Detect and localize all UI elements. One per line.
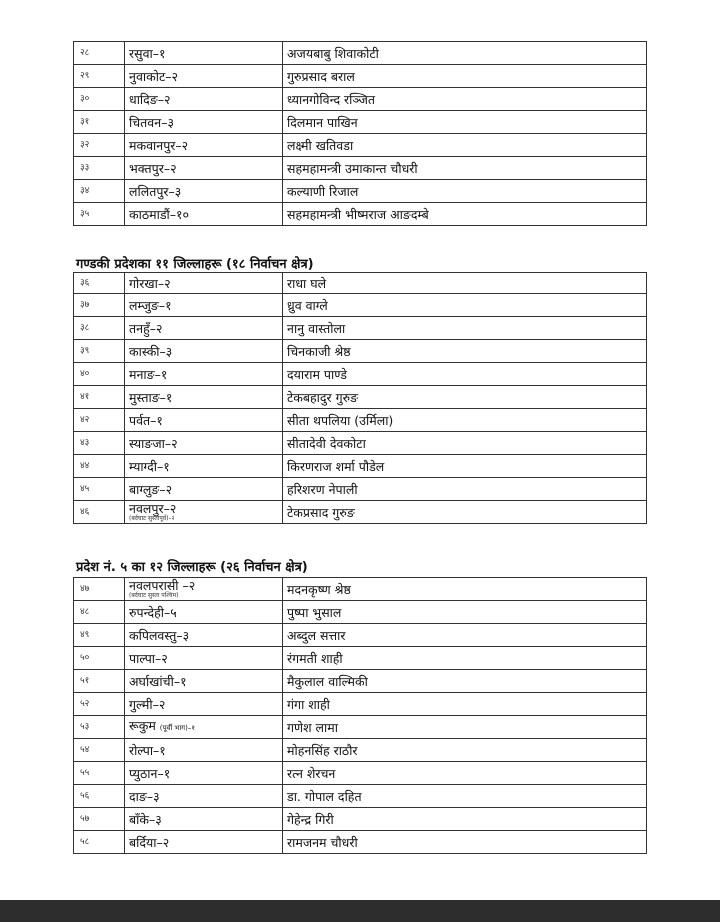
table-row <box>74 134 647 157</box>
table-row <box>74 340 647 363</box>
constituency-name: नवलपुर–२ <box>129 501 177 516</box>
candidate-name: सहमहामन्त्री उमाकान्त चौधरी <box>283 157 647 180</box>
constituency-name: लम्जुङ–१ <box>125 294 283 317</box>
row-number: २८ <box>74 42 125 65</box>
constituency-name: रसुवा–१ <box>125 42 283 65</box>
constituency-cell <box>125 578 283 601</box>
candidate-name: टेकप्रसाद गुरुङ <box>283 501 647 524</box>
row-number: ३८ <box>74 317 125 340</box>
table-row <box>74 455 647 478</box>
row-number: ४४ <box>74 455 125 478</box>
candidate-name: मदनकृष्ण श्रेष्ठ <box>283 578 647 601</box>
row-number: ३६ <box>74 273 125 294</box>
row-number: ४६ <box>74 501 125 524</box>
constituency-name: गोरखा–२ <box>125 273 283 294</box>
table-row <box>74 409 647 432</box>
table-row <box>74 762 647 785</box>
candidate-name: अजयबाबु शिवाकोटी <box>283 42 647 65</box>
row-number: ४५ <box>74 478 125 501</box>
table-row <box>74 670 647 693</box>
candidate-name: ध्रुव वाग्ले <box>283 294 647 317</box>
constituency-name: गुल्मी–२ <box>125 693 283 716</box>
constituency-name: भक्तपुर–२ <box>125 157 283 180</box>
table-row <box>74 203 647 226</box>
table-row <box>74 808 647 831</box>
table-row <box>74 578 647 601</box>
row-number: ४३ <box>74 432 125 455</box>
row-number: ५१ <box>74 670 125 693</box>
row-number: ४८ <box>74 601 125 624</box>
row-number: ३९ <box>74 340 125 363</box>
candidate-name: सहमहामन्त्री भीष्मराज आङदम्बे <box>283 203 647 226</box>
row-number: ४० <box>74 363 125 386</box>
constituency-name: प्युठान–१ <box>125 762 283 785</box>
row-number: ५७ <box>74 808 125 831</box>
candidate-name: रंगमती शाही <box>283 647 647 670</box>
candidate-name: डा. गोपाल दहित <box>283 785 647 808</box>
row-number: ४२ <box>74 409 125 432</box>
table-row <box>74 501 647 524</box>
row-number: ५० <box>74 647 125 670</box>
candidate-name: रामजनम चौधरी <box>283 831 647 854</box>
candidate-name: दयाराम पाण्डे <box>283 363 647 386</box>
row-number: ३१ <box>74 111 125 134</box>
table-row <box>74 294 647 317</box>
row-number: ५४ <box>74 739 125 762</box>
constituency-note: (बर्दघाट सुस्तापूर्व)–२ <box>129 515 175 522</box>
row-number: ३० <box>74 88 125 111</box>
row-number: ३७ <box>74 294 125 317</box>
row-number: ३२ <box>74 134 125 157</box>
candidate-name: टेकबहादुर गुरुङ <box>283 386 647 409</box>
candidate-name: किरणराज शर्मा पौडेल <box>283 455 647 478</box>
constituency-table-province-5 <box>73 577 647 854</box>
table-row <box>74 180 647 203</box>
candidate-name: गुरुप्रसाद बराल <box>283 65 647 88</box>
table-row <box>74 88 647 111</box>
row-number: २९ <box>74 65 125 88</box>
candidate-name: मैकुलाल वाल्मिकी <box>283 670 647 693</box>
table-row <box>74 624 647 647</box>
table-row <box>74 601 647 624</box>
table-row <box>74 111 647 134</box>
constituency-name: धादिङ–२ <box>125 88 283 111</box>
page-bottom-edge <box>0 900 720 922</box>
constituency-name: बाँके–३ <box>125 808 283 831</box>
table-row <box>74 65 647 88</box>
table-row <box>74 42 647 65</box>
constituency-name: मनाङ–१ <box>125 363 283 386</box>
constituency-name: रूकुम <box>129 718 156 733</box>
constituency-table-gandaki <box>73 272 647 524</box>
constituency-name: अर्घाखांची–१ <box>125 670 283 693</box>
table-row <box>74 478 647 501</box>
candidate-name: दिलमान पाखिन <box>283 111 647 134</box>
candidate-name: हरिशरण नेपाली <box>283 478 647 501</box>
candidate-name: राधा घले <box>283 273 647 294</box>
constituency-note: (बर्दघाट सुस्ता पश्चिम) <box>129 592 179 599</box>
constituency-name: नवलपरासी –२ <box>129 578 196 593</box>
constituency-cell <box>125 501 283 524</box>
section-heading-province-5: प्रदेश नं. ५ का १२ जिल्लाहरू (२६ निर्वाचन क्षेत्र) <box>76 560 308 575</box>
constituency-name: कपिलवस्तु–३ <box>125 624 283 647</box>
constituency-name: काठमाडौं–१० <box>125 203 283 226</box>
table-row <box>74 831 647 854</box>
constituency-name: स्याङजा–२ <box>125 432 283 455</box>
candidate-name: सीतादेवी देवकोटा <box>283 432 647 455</box>
section-heading-gandaki: गण्डकी प्रदेशका ११ जिल्लाहरू (१८ निर्वाचन क्षेत्र) <box>76 257 314 272</box>
row-number: ४७ <box>74 578 125 601</box>
table-row <box>74 386 647 409</box>
candidate-name: गंगा शाही <box>283 693 647 716</box>
constituency-name: पर्वत–१ <box>125 409 283 432</box>
row-number: ५२ <box>74 693 125 716</box>
constituency-name: दाङ–३ <box>125 785 283 808</box>
constituency-name: ललितपुर–३ <box>125 180 283 203</box>
row-number: ३४ <box>74 180 125 203</box>
candidate-name: नानु वास्तोला <box>283 317 647 340</box>
table-row <box>74 273 647 294</box>
row-number: ५८ <box>74 831 125 854</box>
constituency-note: (पूर्वी भाग)–१ <box>159 724 195 732</box>
table-row <box>74 317 647 340</box>
candidate-name: गणेश लामा <box>283 716 647 739</box>
table-row <box>74 432 647 455</box>
constituency-name: पाल्पा–२ <box>125 647 283 670</box>
row-number: ५५ <box>74 762 125 785</box>
row-number: ५३ <box>74 716 125 739</box>
constituency-name: बर्दिया–२ <box>125 831 283 854</box>
table-row <box>74 647 647 670</box>
table-row <box>74 693 647 716</box>
constituency-name: म्याग्दी–१ <box>125 455 283 478</box>
row-number: ३३ <box>74 157 125 180</box>
constituency-name: नुवाकोट–२ <box>125 65 283 88</box>
candidate-name: लक्ष्मी खतिवडा <box>283 134 647 157</box>
constituency-name: कास्की–३ <box>125 340 283 363</box>
constituency-table-top <box>73 41 647 226</box>
candidate-name: पुष्पा भुसाल <box>283 601 647 624</box>
constituency-name: मुस्ताङ–१ <box>125 386 283 409</box>
constituency-name: तनहुँ–२ <box>125 317 283 340</box>
candidate-name: रत्न शेरचन <box>283 762 647 785</box>
table-row <box>74 157 647 180</box>
table-row <box>74 785 647 808</box>
row-number: ५६ <box>74 785 125 808</box>
constituency-name: रुपन्देही–५ <box>125 601 283 624</box>
constituency-name: मकवानपुर–२ <box>125 134 283 157</box>
constituency-name: बाग्लुङ–२ <box>125 478 283 501</box>
table-row <box>74 739 647 762</box>
constituency-name: चितवन–३ <box>125 111 283 134</box>
candidate-name: अब्दुल सत्तार <box>283 624 647 647</box>
row-number: ४९ <box>74 624 125 647</box>
table-row <box>74 716 647 739</box>
candidate-name: ध्यानगोविन्द रञ्जित <box>283 88 647 111</box>
candidate-name: सीता थपलिया (उर्मिला) <box>283 409 647 432</box>
candidate-name: गेहेन्द्र गिरी <box>283 808 647 831</box>
row-number: ४१ <box>74 386 125 409</box>
constituency-name: रोल्पा–१ <box>125 739 283 762</box>
candidate-name: कल्याणी रिजाल <box>283 180 647 203</box>
candidate-name: चिनकाजी श्रेष्ठ <box>283 340 647 363</box>
row-number: ३५ <box>74 203 125 226</box>
candidate-name: मोहनसिंह राठौर <box>283 739 647 762</box>
table-row <box>74 363 647 386</box>
constituency-cell <box>125 716 283 739</box>
